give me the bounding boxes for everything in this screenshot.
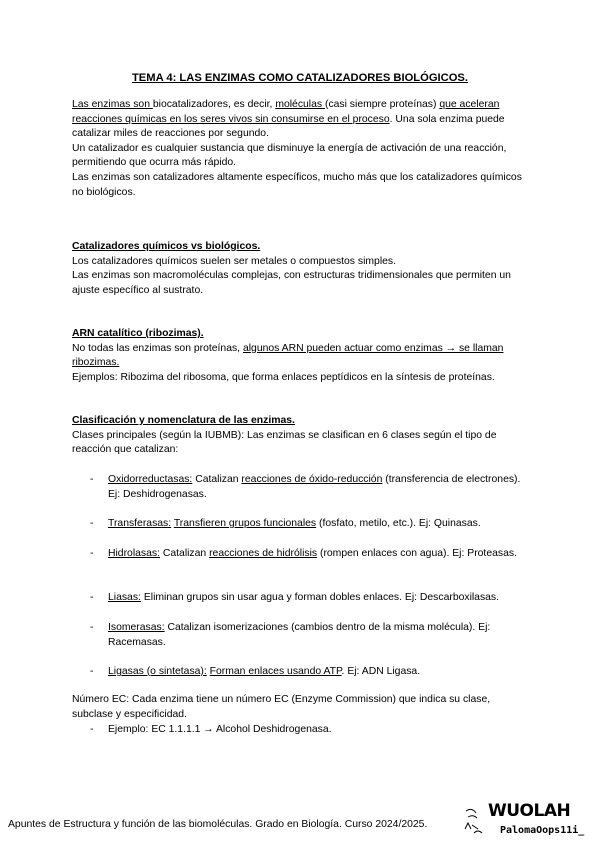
page-footer: Apuntes de Estructura y función de las biomoléculas. Grado en Biología. Curso 2024/2025. (8, 819, 428, 830)
section-heading: ARN catalítico (ribozimas). (72, 328, 204, 339)
list-item (90, 473, 530, 502)
bullet-dash: - (90, 622, 94, 633)
class-text: (fosfato, metilo, etc.). Ej: Quinasas. (316, 518, 481, 529)
class-name: Ligasas (o sintetasa): (108, 666, 207, 677)
intro-paragraph-1 (72, 98, 528, 142)
page-title: TEMA 4: LAS ENZIMAS COMO CATALIZADORES BIOLÓGICOS. (131, 72, 469, 84)
class-name: Isomerasas: (108, 622, 165, 633)
bullet-dash: - (90, 548, 94, 559)
list-item (90, 591, 530, 606)
intro-text: . Una sola enzima puede catalizar miles de reacciones por segundo. (72, 113, 505, 140)
class-text: (transferencia de electrones). Ej: Deshidrogenasas. (108, 474, 521, 500)
class-text: . Ej: ADN Ligasa. (341, 666, 421, 677)
section-heading: Clasificación y nomenclatura de las enzimas. (72, 415, 295, 426)
list-item (90, 665, 530, 680)
intro-paragraph-3: Las enzimas son catalizadores altamente específicos, mucho más que los catalizadores químicos no biológicos. (72, 171, 522, 198)
ec-example: Ejemplo: EC 1.1.1.1 → Alcohol Deshidrogenasa. (108, 724, 332, 735)
class-text: Forman enlaces usando ATP (209, 666, 342, 677)
ec-paragraph: Número EC: Cada enzima tiene un número EC (Enzyme Commission) que indica su clase, subclase y especificidad. (72, 694, 491, 720)
section-heading: Catalizadores químicos vs biológicos. (72, 241, 261, 252)
wuolah-logo: WUOLAH (488, 801, 571, 821)
bullet-dash: - (90, 724, 94, 735)
class-text: Catalizan (192, 474, 242, 485)
intro-paragraph-2: Un catalizador es cualquier sustancia que disminuye la energía de activación de una reacción, permitiendo que ocurra más rápido. (72, 142, 507, 169)
intro-text: biocatalizadores, es decir, (152, 99, 276, 110)
class-text: reacciones de hidrólisis (209, 548, 318, 559)
watermark (486, 801, 596, 843)
intro-text: Las enzimas son (72, 99, 153, 110)
class-text: Catalizan (159, 548, 210, 559)
class-text: Transfieren grupos funcionales (173, 518, 317, 529)
list-item (90, 517, 530, 532)
class-text: reacciones de óxido-reducción (241, 474, 383, 485)
rna-paragraph-1 (72, 342, 528, 371)
class-name: Oxidorreductasas: (108, 474, 193, 485)
bullet-dash: - (90, 474, 94, 485)
catalysts-section (72, 240, 528, 298)
class-name: Hidrolasas: (108, 548, 160, 559)
bullet-dash: - (90, 666, 94, 677)
list-item (90, 723, 510, 738)
username: PalomaOops11i_ (500, 825, 585, 836)
scribble-icon (462, 803, 490, 839)
intro-text: que aceleran reacciones químicas en los seres vivos sin consumirse en el proceso (72, 99, 500, 125)
list-item (90, 621, 530, 650)
class-text: (rompen enlaces con agua). Ej: Proteasas. (317, 548, 517, 559)
class-name: Liasas: (108, 592, 141, 603)
list-item (90, 547, 530, 562)
bullet-dash: - (90, 592, 94, 603)
catalysts-paragraph-1: Los catalizadores químicos suelen ser metales o compuestos simples. (72, 255, 396, 267)
rna-paragraph-2: Ejemplos: Ribozima del ribosoma, que forma enlaces peptídicos en la síntesis de proteínas. (72, 371, 495, 383)
intro-text: (casi siempre proteínas) (324, 99, 440, 110)
class-text: Catalizan isomerizaciones (cambios dentro de la misma molécula). Ej: Racemasas. (108, 622, 491, 648)
bullet-dash: - (90, 518, 94, 529)
intro-text: moléculas (275, 99, 325, 110)
catalysts-paragraph-2: Las enzimas son macromoléculas complejas, con estructuras tridimensionales que permiten un ajuste específico al sustrato. (72, 270, 511, 296)
intro-section (72, 98, 528, 200)
ec-section (72, 693, 528, 722)
rna-section (72, 327, 528, 385)
classification-section (72, 414, 528, 458)
rna-text: No todas las enzimas son proteínas, (72, 342, 243, 354)
classification-intro: Clases principales (según la IUBMB): Las enzimas se clasifican en 6 clases según el tipo de reacción que catalizan: (72, 429, 497, 456)
class-text: Eliminan grupos sin usar agua y forman dobles enlaces. Ej: Descarboxilasas. (140, 592, 500, 603)
rna-text: algunos ARN pueden actuar como enzimas → se llaman ribozimas. (72, 342, 504, 369)
class-name: Transferasas: (108, 518, 172, 529)
